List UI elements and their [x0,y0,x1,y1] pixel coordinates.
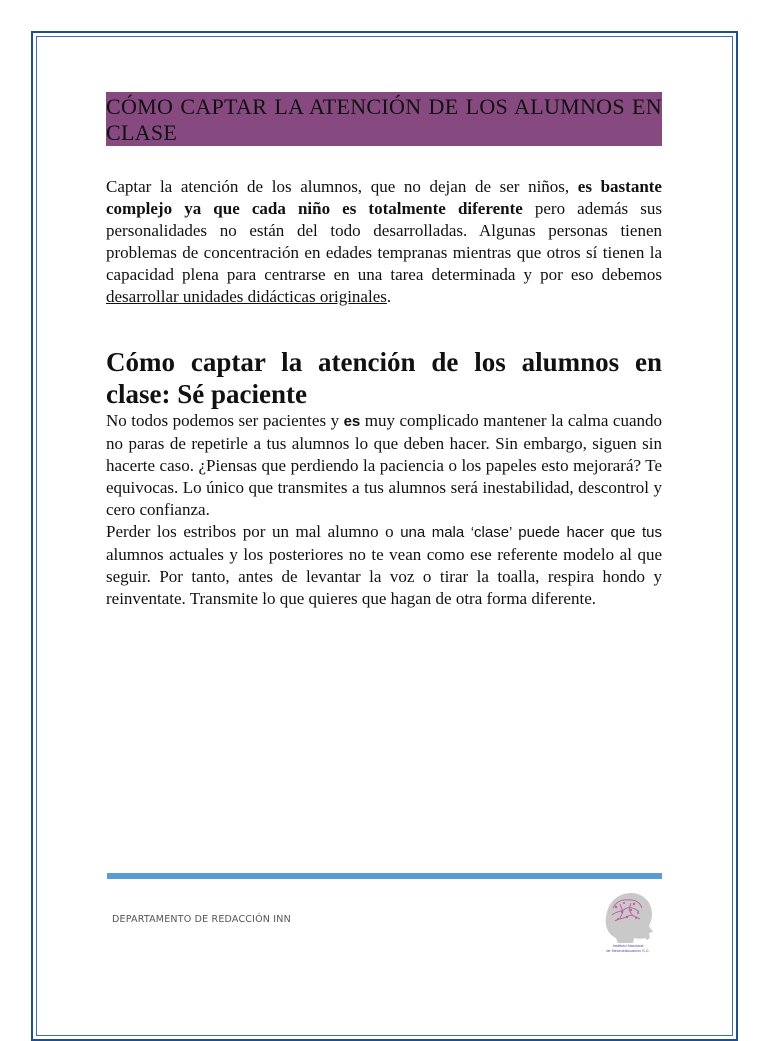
institute-logo-icon [598,888,658,954]
section-paragraph-1 [106,410,662,521]
intro-text-2: pero además sus personalidades no están del todo desarrolladas. Algunas personas tienen problemas de concentración en edades tempranas mientras que otros sí tienen la capacidad plena para centrarse en una tarea determinada y por eso debemos [106,199,662,284]
para1-text-a: No todos podemos ser pacientes y [106,411,344,430]
document-title: CÓMO CAPTAR LA ATENCIÓN DE LOS ALUMNOS EN CLASE [106,94,662,145]
para2-text-c: alumnos actuales y los posteriores no te vean como ese referente modelo al que seguir. Por tanto, antes de levantar la voz o tirar la toalla, respira hondo y reinventate. Transmite lo que quieres que hagan de otra forma diferente. [106,545,662,608]
para2-text-a: Perder los estribos por un mal alumno o [106,522,401,541]
para2-sans-text: una mala ‘clase’ puede hacer que tus [400,524,662,541]
logo-text-line-1: Instituto Nacional [612,943,644,948]
intro-link[interactable]: desarrollar unidades didácticas originales [106,287,387,306]
footer-rule [107,873,662,879]
intro-text-3: . [386,287,392,306]
para1-bold: es [343,413,361,430]
intro-text-1: Captar la atención de los alumnos, que no dejan de ser niños, [106,177,578,196]
document-body [106,92,662,610]
section-heading: Cómo captar la atención de los alumnos en clase: Sé paciente [106,347,662,409]
section-patience [106,346,662,610]
footer-department: DEPARTAMENTO DE REDACCIÓN INN [112,914,291,925]
logo-text-line-2: de Neuroeducación S.C. [606,948,650,953]
intro-bold: es bastante complejo ya que cada niño es totalmente diferente [106,177,662,218]
intro-paragraph [106,176,662,308]
para1-text-c: muy complicado mantener la calma cuando no paras de repetirle a tus alumnos lo que deben hacer. Sin embargo, siguen sin hacerte caso. ¿Piensas que perdiendo la paciencia o los papeles esto mejorará? Te equivocas. Lo único que transmites a tus alumnos será inestabilidad, descontrol y cero confianza. [106,411,662,519]
title-banner [106,92,662,146]
section-paragraph-2 [106,521,662,610]
